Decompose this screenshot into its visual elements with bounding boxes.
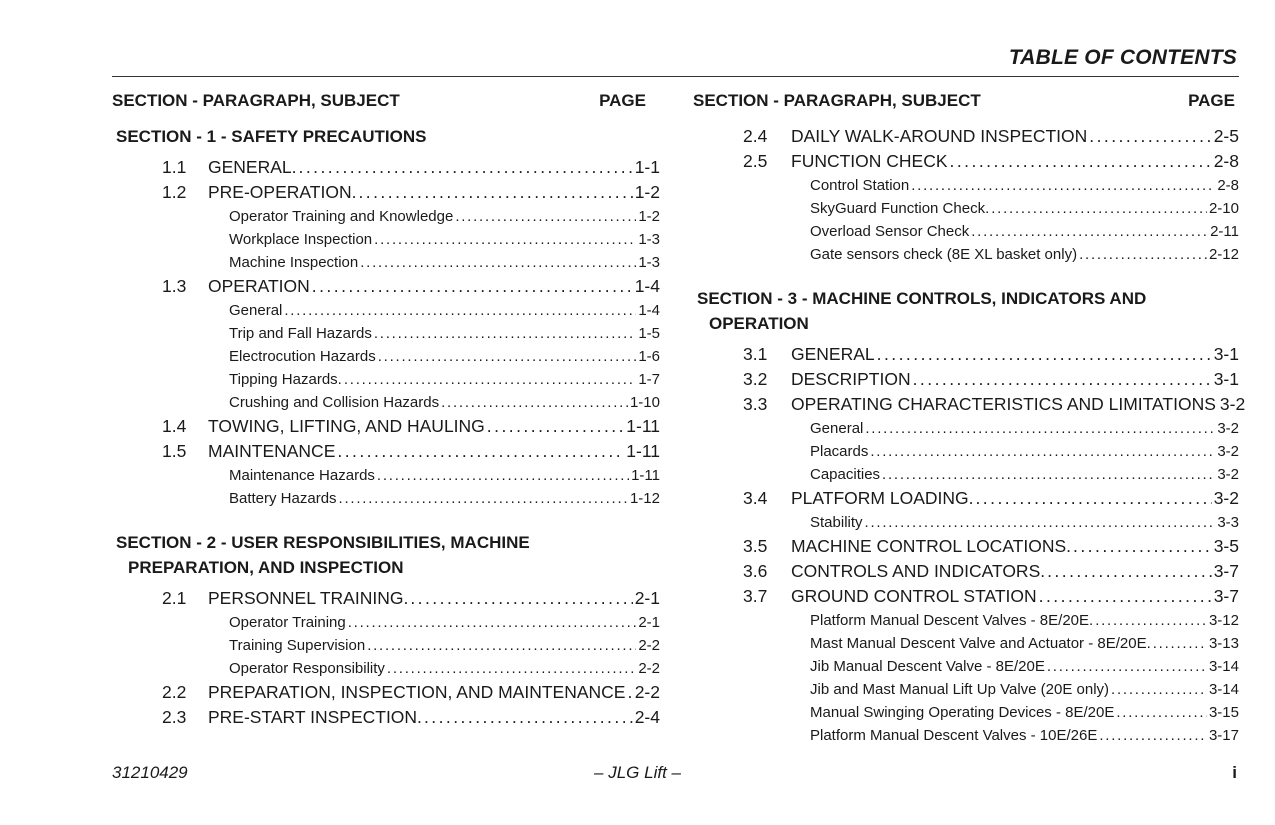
- dot-leader: [337, 439, 624, 464]
- toc-entry-page: 3-2: [1217, 420, 1239, 437]
- toc-entry-label: Workplace Inspection: [229, 231, 373, 248]
- toc-entry-label: FUNCTION CHECK: [791, 151, 948, 171]
- toc-entry-number: 2.5: [743, 151, 768, 171]
- toc-entry-label: Gate sensors check (8E XL basket only): [810, 246, 1078, 263]
- toc-entry[interactable]: [693, 220, 1239, 243]
- toc-entry-page: 2-10: [1208, 200, 1239, 217]
- header-rule: [112, 76, 1239, 77]
- toc-entry-label: MAINTENANCE: [208, 441, 336, 461]
- toc-entry[interactable]: [693, 367, 1239, 392]
- toc-entry[interactable]: [693, 197, 1239, 220]
- toc-entry[interactable]: [112, 487, 660, 510]
- toc-entry-number: 3.2: [743, 369, 768, 389]
- column-header: [112, 88, 660, 114]
- toc-entry[interactable]: [112, 611, 660, 634]
- toc-entry-label: Machine Inspection: [229, 254, 359, 271]
- toc-entry-page: 3-2: [1217, 466, 1239, 483]
- toc-entry[interactable]: [693, 149, 1239, 174]
- toc-entry-page: 3-17: [1208, 727, 1239, 744]
- toc-column-right: [693, 88, 1246, 747]
- toc-entry[interactable]: [693, 609, 1239, 632]
- toc-entry[interactable]: [112, 205, 660, 228]
- toc-entry[interactable]: [693, 559, 1239, 584]
- toc-entry[interactable]: [693, 440, 1239, 463]
- toc-entry-label: OPERATION: [208, 276, 310, 296]
- section-2-title-line2: PREPARATION, AND INSPECTION: [128, 558, 404, 577]
- toc-entry[interactable]: [693, 701, 1239, 724]
- toc-entry[interactable]: [112, 180, 660, 205]
- toc-entry-number: 1.4: [162, 416, 187, 436]
- toc-entry-page: 3-7: [1213, 561, 1239, 581]
- dot-leader: [877, 342, 1212, 367]
- toc-entry-page: 3-14: [1208, 681, 1239, 698]
- dot-leader: [865, 417, 1215, 440]
- toc-entry[interactable]: [112, 414, 660, 439]
- toc-entry-page: 2-8: [1213, 151, 1239, 171]
- toc-entry-page: 2-1: [634, 588, 660, 608]
- toc-entry-page: 2-12: [1208, 246, 1239, 263]
- toc-entry-label: General: [810, 420, 864, 437]
- toc-entry-label: General: [229, 302, 283, 319]
- toc-entry-label: MACHINE CONTROL LOCATIONS.: [791, 536, 1072, 556]
- dot-leader: [284, 299, 636, 322]
- toc-entry-label: Crushing and Collision Hazards: [229, 394, 440, 411]
- toc-entry-label: Control Station: [810, 177, 910, 194]
- toc-entry-label: PRE-OPERATION.: [208, 182, 357, 202]
- toc-entry-number: 2.2: [162, 682, 187, 702]
- toc-entry[interactable]: [112, 439, 660, 464]
- toc-entry-number: 3.4: [743, 488, 768, 508]
- toc-entry[interactable]: [693, 724, 1239, 747]
- section-2-continued-entries: [693, 124, 1239, 266]
- dot-leader: [339, 487, 628, 510]
- toc-entry-page: 3-2: [1219, 394, 1246, 414]
- section-3-title-line2: OPERATION: [709, 314, 809, 333]
- toc-entry-label: PREPARATION, INSPECTION, AND MAINTENANCE: [208, 682, 626, 702]
- toc-entry-label: Maintenance Hazards: [229, 467, 375, 484]
- toc-entry[interactable]: [112, 274, 660, 299]
- dot-leader: [377, 464, 629, 487]
- dot-leader: [913, 367, 1212, 392]
- toc-entry-label: GENERAL.: [208, 157, 297, 177]
- toc-entry-page: 1-4: [634, 276, 660, 296]
- toc-entry-label: Platform Manual Descent Valves - 10E/26E: [810, 727, 1098, 744]
- toc-entry-page: 3-3: [1217, 514, 1239, 531]
- toc-entry[interactable]: [693, 584, 1239, 609]
- toc-entry-page: 1-5: [638, 325, 660, 342]
- toc-entry-label: Overload Sensor Check: [810, 223, 970, 240]
- toc-entry-page: 2-5: [1213, 126, 1239, 146]
- toc-entry-page: 2-4: [634, 707, 660, 727]
- toc-entry-number: 1.3: [162, 276, 187, 296]
- dot-leader: [455, 205, 636, 228]
- toc-entry-label: Electrocution Hazards: [229, 348, 376, 365]
- toc-entry-page: 1-4: [638, 302, 660, 319]
- column-header-subject: SECTION - PARAGRAPH, SUBJECT: [112, 91, 400, 110]
- toc-entry-label: Operator Responsibility: [229, 660, 385, 677]
- section-2-entries: [112, 586, 660, 730]
- toc-entry[interactable]: [112, 586, 660, 611]
- column-header-subject: SECTION - PARAGRAPH, SUBJECT: [693, 91, 981, 110]
- toc-entry-page: 1-6: [638, 348, 660, 365]
- toc-entry-page: 1-7: [638, 371, 660, 388]
- dot-leader: [360, 251, 636, 274]
- toc-entry-page: 1-3: [638, 231, 660, 248]
- toc-entry-label: TOWING, LIFTING, AND HAULING: [208, 416, 485, 436]
- dot-leader: [1047, 655, 1207, 678]
- toc-entry-page: 1-10: [629, 394, 660, 411]
- toc-entry-page: 3-1: [1213, 369, 1239, 389]
- dot-leader: [1089, 124, 1211, 149]
- toc-entry-label: Operator Training and Knowledge: [229, 208, 454, 225]
- toc-entry-label: Platform Manual Descent Valves - 8E/20E.: [810, 612, 1094, 629]
- toc-entry-label: Training Supervision: [229, 637, 366, 654]
- toc-entry-label: Tipping Hazards.: [229, 371, 342, 388]
- toc-entry-page: 1-2: [634, 182, 660, 202]
- toc-entry[interactable]: [112, 464, 660, 487]
- toc-entry[interactable]: [112, 299, 660, 322]
- toc-entry-page: 3-14: [1208, 658, 1239, 675]
- toc-entry[interactable]: [112, 251, 660, 274]
- toc-entry-number: 3.5: [743, 536, 768, 556]
- toc-entry[interactable]: [693, 342, 1239, 367]
- toc-entry-label: CONTROLS AND INDICATORS.: [791, 561, 1046, 581]
- toc-entry-number: 3.7: [743, 586, 768, 606]
- dot-leader: [387, 657, 636, 680]
- toc-entry[interactable]: [693, 124, 1239, 149]
- section-1-title: SECTION - 1 - SAFETY PRECAUTIONS: [116, 127, 427, 146]
- toc-entry-label: Jib and Mast Manual Lift Up Valve (20E only): [810, 681, 1110, 698]
- dot-leader: [441, 391, 628, 414]
- toc-entry[interactable]: [112, 391, 660, 414]
- section-3-entries: [693, 342, 1246, 747]
- dot-leader: [1073, 534, 1212, 559]
- toc-entry-page: 2-1: [638, 614, 660, 631]
- dot-leader: [487, 414, 624, 439]
- dot-leader: [344, 368, 636, 391]
- dot-leader: [975, 486, 1211, 511]
- toc-entry-label: DAILY WALK-AROUND INSPECTION: [791, 126, 1088, 146]
- dot-leader: [358, 180, 632, 205]
- toc-entry-label: PERSONNEL TRAINING.: [208, 588, 409, 608]
- dot-leader: [1079, 243, 1207, 266]
- toc-entry-page: 1-12: [629, 490, 660, 507]
- toc-entry[interactable]: [112, 368, 660, 391]
- toc-entry-label: Mast Manual Descent Valve and Actuator - 8E/20E.: [810, 635, 1151, 652]
- toc-entry-page: 3-2: [1217, 443, 1239, 460]
- dot-leader: [911, 174, 1215, 197]
- dot-leader: [410, 586, 632, 611]
- toc-entry-page: 2-2: [638, 660, 660, 677]
- dot-leader: [1099, 724, 1207, 747]
- toc-entry-page: 1-1: [634, 157, 660, 177]
- section-3-title: [693, 286, 1239, 336]
- dot-leader: [1039, 584, 1212, 609]
- toc-entry-page: 2-8: [1217, 177, 1239, 194]
- toc-entry-number: 1.1: [162, 157, 187, 177]
- toc-entry[interactable]: [693, 243, 1239, 266]
- toc-entry-page: 3-2: [1213, 488, 1239, 508]
- dot-leader: [378, 345, 637, 368]
- toc-entry-page: 3-13: [1208, 635, 1239, 652]
- page-title: TABLE OF CONTENTS: [1008, 46, 1237, 69]
- toc-entry[interactable]: [693, 174, 1239, 197]
- toc-entry-label: PLATFORM LOADING.: [791, 488, 974, 508]
- toc-entry-page: 1-11: [626, 441, 660, 461]
- toc-entry-page: 1-11: [631, 467, 660, 484]
- dot-leader: [299, 155, 633, 180]
- dot-leader: [374, 322, 636, 345]
- toc-entry-label: Capacities: [810, 466, 881, 483]
- toc-entry-label: Operator Training: [229, 614, 346, 631]
- toc-entry-label: Manual Swinging Operating Devices - 8E/20E: [810, 704, 1115, 721]
- toc-entry-number: 3.6: [743, 561, 768, 581]
- dot-leader: [1047, 559, 1212, 584]
- toc-entry[interactable]: [112, 705, 660, 730]
- toc-entry[interactable]: [693, 486, 1239, 511]
- toc-entry[interactable]: [112, 345, 660, 368]
- column-header: [693, 88, 1239, 114]
- toc-entry-page: 3-5: [1213, 536, 1239, 556]
- toc-entry-page: 3-7: [1213, 586, 1239, 606]
- section-2-title-line1: SECTION - 2 - USER RESPONSIBILITIES, MACHINE: [116, 533, 530, 552]
- dot-leader: [348, 611, 637, 634]
- toc-entry-label: Stability: [810, 514, 863, 531]
- toc-entry[interactable]: [693, 678, 1239, 701]
- toc-entry-label: PRE-START INSPECTION.: [208, 707, 422, 727]
- dot-leader: [991, 197, 1207, 220]
- toc-entry-label: GROUND CONTROL STATION: [791, 586, 1037, 606]
- toc-entry-label: GENERAL: [791, 344, 875, 364]
- dot-leader: [950, 149, 1212, 174]
- section-1-entries: [112, 155, 660, 510]
- toc-entry-number: 2.3: [162, 707, 187, 727]
- dot-leader: [424, 705, 633, 730]
- toc-entry-page: 1-3: [638, 254, 660, 271]
- dot-leader: [870, 440, 1215, 463]
- toc-entry-page: 1-2: [638, 208, 660, 225]
- toc-entry[interactable]: [693, 534, 1239, 559]
- column-header-page: PAGE: [1188, 91, 1235, 110]
- dot-leader: [374, 228, 636, 251]
- toc-entry-page: 2-2: [634, 682, 660, 702]
- document-number: 31210429: [112, 763, 188, 782]
- toc-entry-label: SkyGuard Function Check.: [810, 200, 990, 217]
- toc-entry[interactable]: [693, 463, 1239, 486]
- toc-entry-label: OPERATING CHARACTERISTICS AND LIMITATIONS: [791, 394, 1216, 414]
- toc-entry-page: 1-11: [626, 416, 660, 436]
- toc-entry[interactable]: [693, 655, 1239, 678]
- toc-entry-page: 3-1: [1213, 344, 1239, 364]
- dot-leader: [1153, 632, 1207, 655]
- toc-entry-label: Battery Hazards: [229, 490, 337, 507]
- toc-entry[interactable]: [112, 657, 660, 680]
- toc-entry-label: Jib Manual Descent Valve - 8E/20E: [810, 658, 1045, 675]
- dot-leader: [367, 634, 636, 657]
- toc-entry[interactable]: [112, 228, 660, 251]
- toc-entry[interactable]: [112, 680, 660, 705]
- toc-entry-number: 3.3: [743, 394, 768, 414]
- page-number: i: [1232, 763, 1237, 782]
- column-header-page: PAGE: [599, 91, 646, 110]
- toc-entry-number: 2.1: [162, 588, 187, 608]
- toc-entry-number: 1.2: [162, 182, 187, 202]
- toc-entry-number: 1.5: [162, 441, 187, 461]
- toc-column-left: [112, 88, 660, 730]
- toc-entry[interactable]: [112, 322, 660, 345]
- dot-leader: [1111, 678, 1207, 701]
- toc-entry-number: 3.1: [743, 344, 768, 364]
- toc-entry[interactable]: [693, 511, 1239, 534]
- dot-leader: [865, 511, 1216, 534]
- dot-leader: [882, 463, 1215, 486]
- toc-entry[interactable]: [112, 155, 660, 180]
- toc-entry-label: Placards: [810, 443, 869, 460]
- section-2-title: [112, 530, 660, 580]
- toc-entry[interactable]: [693, 417, 1239, 440]
- toc-entry-label: Trip and Fall Hazards: [229, 325, 372, 342]
- brand-footer: – JLG Lift –: [594, 763, 681, 782]
- toc-entry-label: DESCRIPTION: [791, 369, 911, 389]
- toc-entry[interactable]: [693, 632, 1239, 655]
- toc-entry-page: 2-2: [638, 637, 660, 654]
- toc-entry-page: 3-15: [1208, 704, 1239, 721]
- section-3-title-line1: SECTION - 3 - MACHINE CONTROLS, INDICATORS AND: [697, 289, 1147, 308]
- dot-leader: [627, 680, 632, 705]
- dot-leader: [1116, 701, 1207, 724]
- dot-leader: [1095, 609, 1207, 632]
- toc-entry[interactable]: [112, 634, 660, 657]
- dot-leader: [971, 220, 1208, 243]
- toc-entry-page: 2-11: [1210, 223, 1239, 240]
- toc-entry[interactable]: [693, 392, 1246, 417]
- toc-entry-page: 3-12: [1208, 612, 1239, 629]
- dot-leader: [312, 274, 633, 299]
- toc-entry-number: 2.4: [743, 126, 768, 146]
